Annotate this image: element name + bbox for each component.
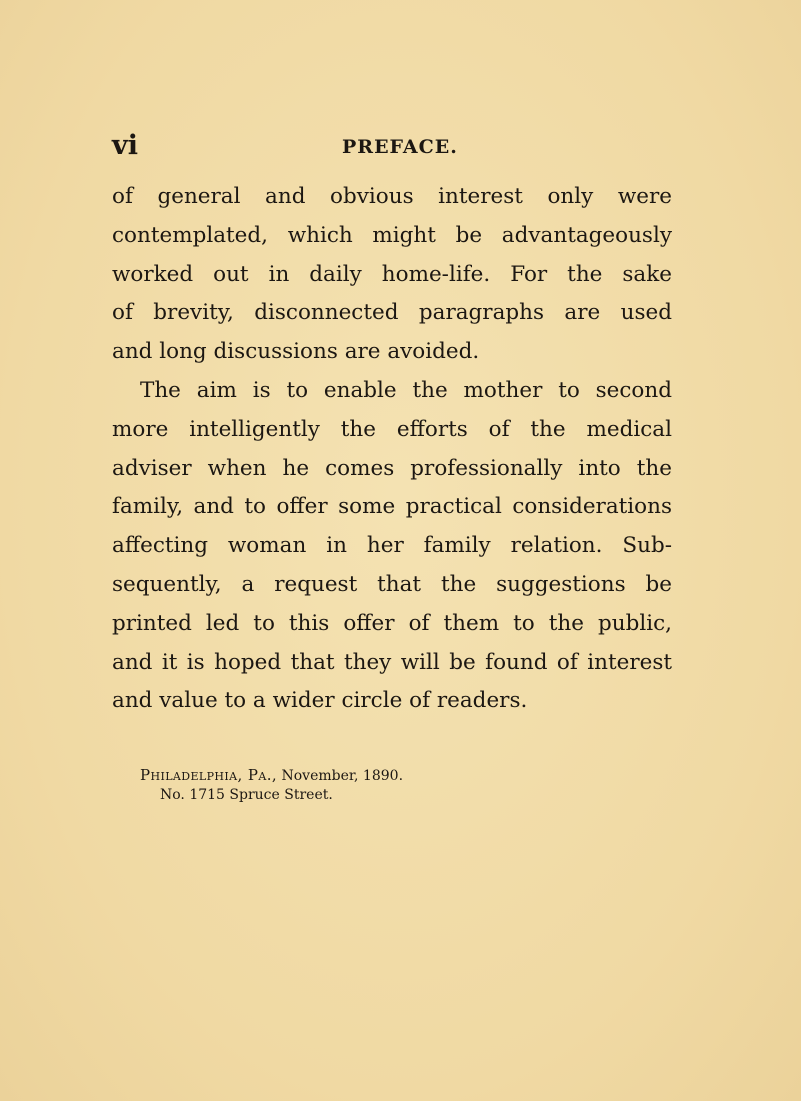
paragraph-2	[112, 372, 672, 721]
text-line: sequently, a request that the suggestions be	[112, 571, 672, 597]
running-head: PREFACE.	[342, 136, 458, 158]
text-line: and long discussions are avoided.	[112, 339, 480, 365]
signature-block	[140, 766, 403, 805]
text-line: contemplated, which might be advantageously	[112, 222, 672, 248]
signature-address: No. 1715 Spruce Street.	[160, 787, 333, 803]
signature-place: Philadelphia, Pa.,	[140, 766, 278, 784]
text-line: more intelligently the efforts of the medical	[112, 416, 672, 442]
page-header	[112, 131, 672, 161]
text-line: affecting woman in her family relation. Sub-	[112, 533, 672, 559]
signature-place-date	[140, 766, 403, 786]
text-line: of general and obvious interest only were	[112, 184, 672, 209]
text-line: of brevity, disconnected paragraphs are used	[112, 300, 672, 326]
text-line: adviser when he comes professionally into the	[112, 455, 672, 481]
text-line: family, and to offer some practical considerations	[112, 494, 672, 520]
text-line: printed led to this offer of them to the public,	[112, 610, 672, 636]
text-line: and value to a wider circle of readers.	[112, 688, 528, 714]
text-line: and it is hoped that they will be found of interest	[112, 649, 672, 675]
preface-body	[112, 178, 672, 721]
text-line: The aim is to enable the mother to second	[140, 377, 672, 403]
signature-date: November, 1890.	[281, 768, 404, 784]
text-line: worked out in daily home-life. For the sake	[112, 261, 672, 287]
paragraph-1	[112, 178, 672, 372]
page-number: vi	[112, 130, 138, 161]
